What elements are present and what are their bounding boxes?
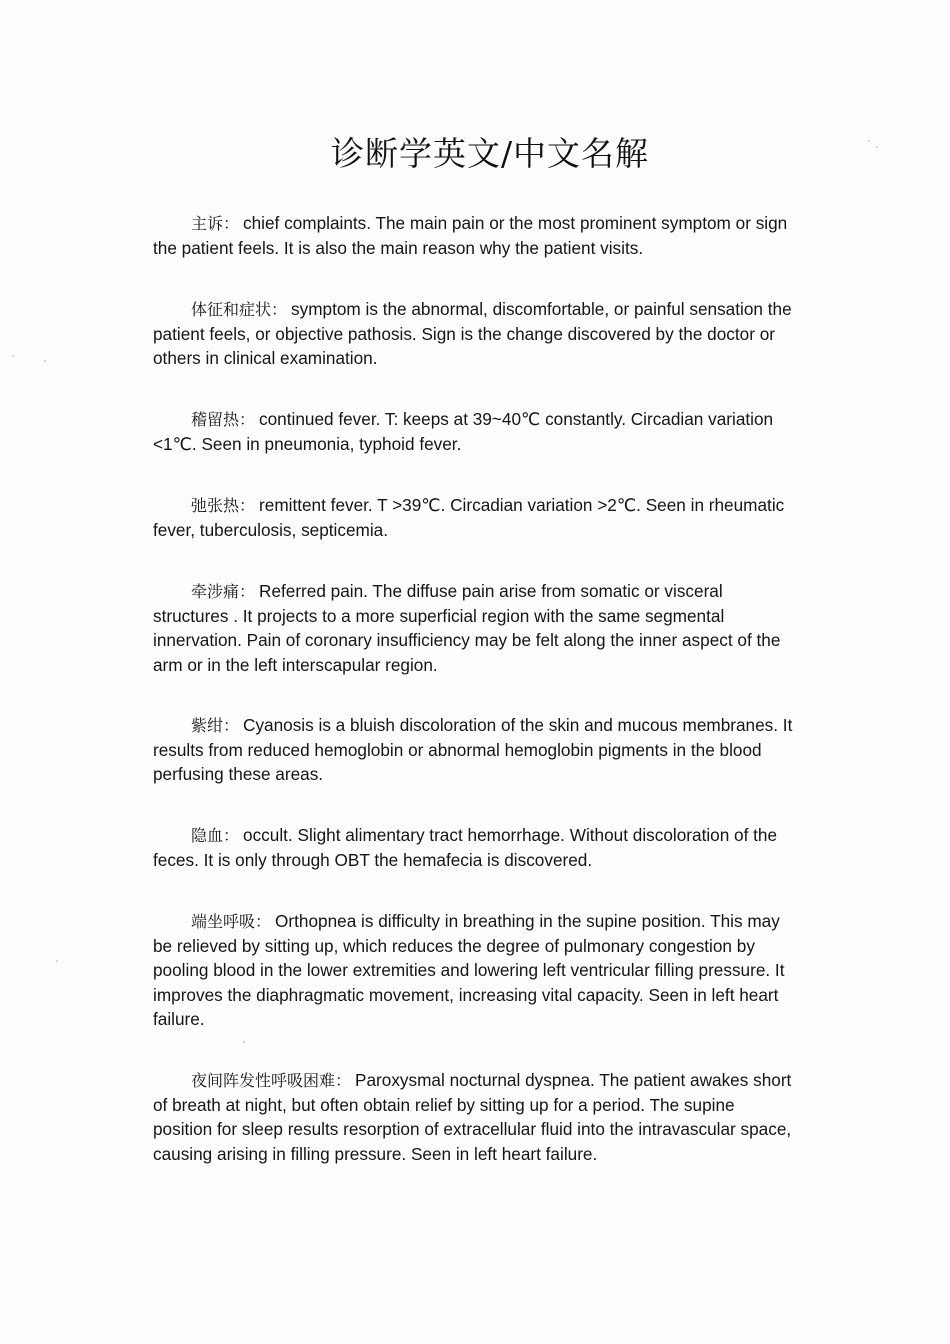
entry-separator: ： [239,410,256,429]
entry-term: 端坐呼吸 [191,912,256,931]
entry-separator: ： [223,716,240,735]
scan-speck [876,146,878,148]
entry-term: 牵涉痛 [191,582,240,601]
scan-speck [44,360,46,362]
entry-definition: remittent fever. T >39℃. Circadian variation >2℃. Seen in rheumatic fever, tuberculosis, septicemia. [153,495,785,541]
scan-speck [868,140,870,142]
entry-separator: ： [223,214,240,233]
scan-speck [12,355,14,357]
entry-separator: ： [223,826,240,845]
glossary-entry [153,211,798,260]
entry-term: 主诉 [191,214,224,233]
glossary-entry [153,493,798,542]
glossary-entry [153,909,798,1031]
glossary-entry [153,1068,798,1166]
glossary-entry [153,297,798,371]
entry-definition: occult. Slight alimentary tract hemorrhage. Without discoloration of the feces. It is only through OBT the hemafecia is discovered. [153,825,778,871]
entry-definition: Orthopnea is difficulty in breathing in the supine position. This may be relieved by sitting up, which reduces the degree of pulmonary congestion by pooling blood in the lower extremities and lowering left ventricular filling pressure. It improves the diaphragmatic movement, increasing vital capacity. Seen in left heart failure. [153,911,785,1029]
entry-term: 弛张热 [191,496,240,515]
glossary-entry [153,713,798,787]
entry-definition: Referred pain. The diffuse pain arise from somatic or visceral structures . It projects to a more superficial region with the same segmental innervation. Pain of coronary insufficiency may be felt along the inner aspect of the arm or in the left interscapular region. [153,581,781,675]
entry-definition: Cyanosis is a bluish discoloration of the skin and mucous membranes. It results from reduced hemoglobin or abnormal hemoglobin pigments in the blood perfusing these areas. [153,715,793,785]
entry-term: 隐血 [191,826,224,845]
glossary-entry [153,579,798,677]
entry-separator: ： [239,582,256,601]
entry-definition: continued fever. T: keeps at 39~40℃ constantly. Circadian variation <1℃. Seen in pneumonia, typhoid fever. [153,409,774,455]
page-title: 诊断学英文/中文名解 [330,134,650,173]
scan-speck [56,960,58,962]
entry-term: 夜间阵发性呼吸困难 [191,1071,336,1090]
glossary-entry [153,407,798,456]
entry-definition: chief complaints. The main pain or the most prominent symptom or sign the patient feels. It is also the main reason why the patient visits. [153,213,788,259]
entry-separator: ： [271,300,288,319]
entry-separator: ： [255,912,272,931]
entry-separator: ： [239,496,256,515]
entry-separator: ： [335,1071,352,1090]
entry-term: 体征和症状 [191,300,272,319]
glossary-entry [153,823,798,872]
scan-speck [243,1041,245,1043]
entry-term: 稽留热 [191,410,240,429]
entry-definition: symptom is the abnormal, discomfortable, or painful sensation the patient feels, or objective pathosis. Sign is the change discovered by the doctor or others in clinical examination. [153,299,792,369]
entry-term: 紫绀 [191,716,224,735]
entry-definition: Paroxysmal nocturnal dyspnea. The patient awakes short of breath at night, but often obtain relief by sitting up for a period. The supine position for sleep results resorption of extracellular fluid into the intravascular space, causing arising in filling pressure. Seen in left heart failure. [153,1070,792,1164]
